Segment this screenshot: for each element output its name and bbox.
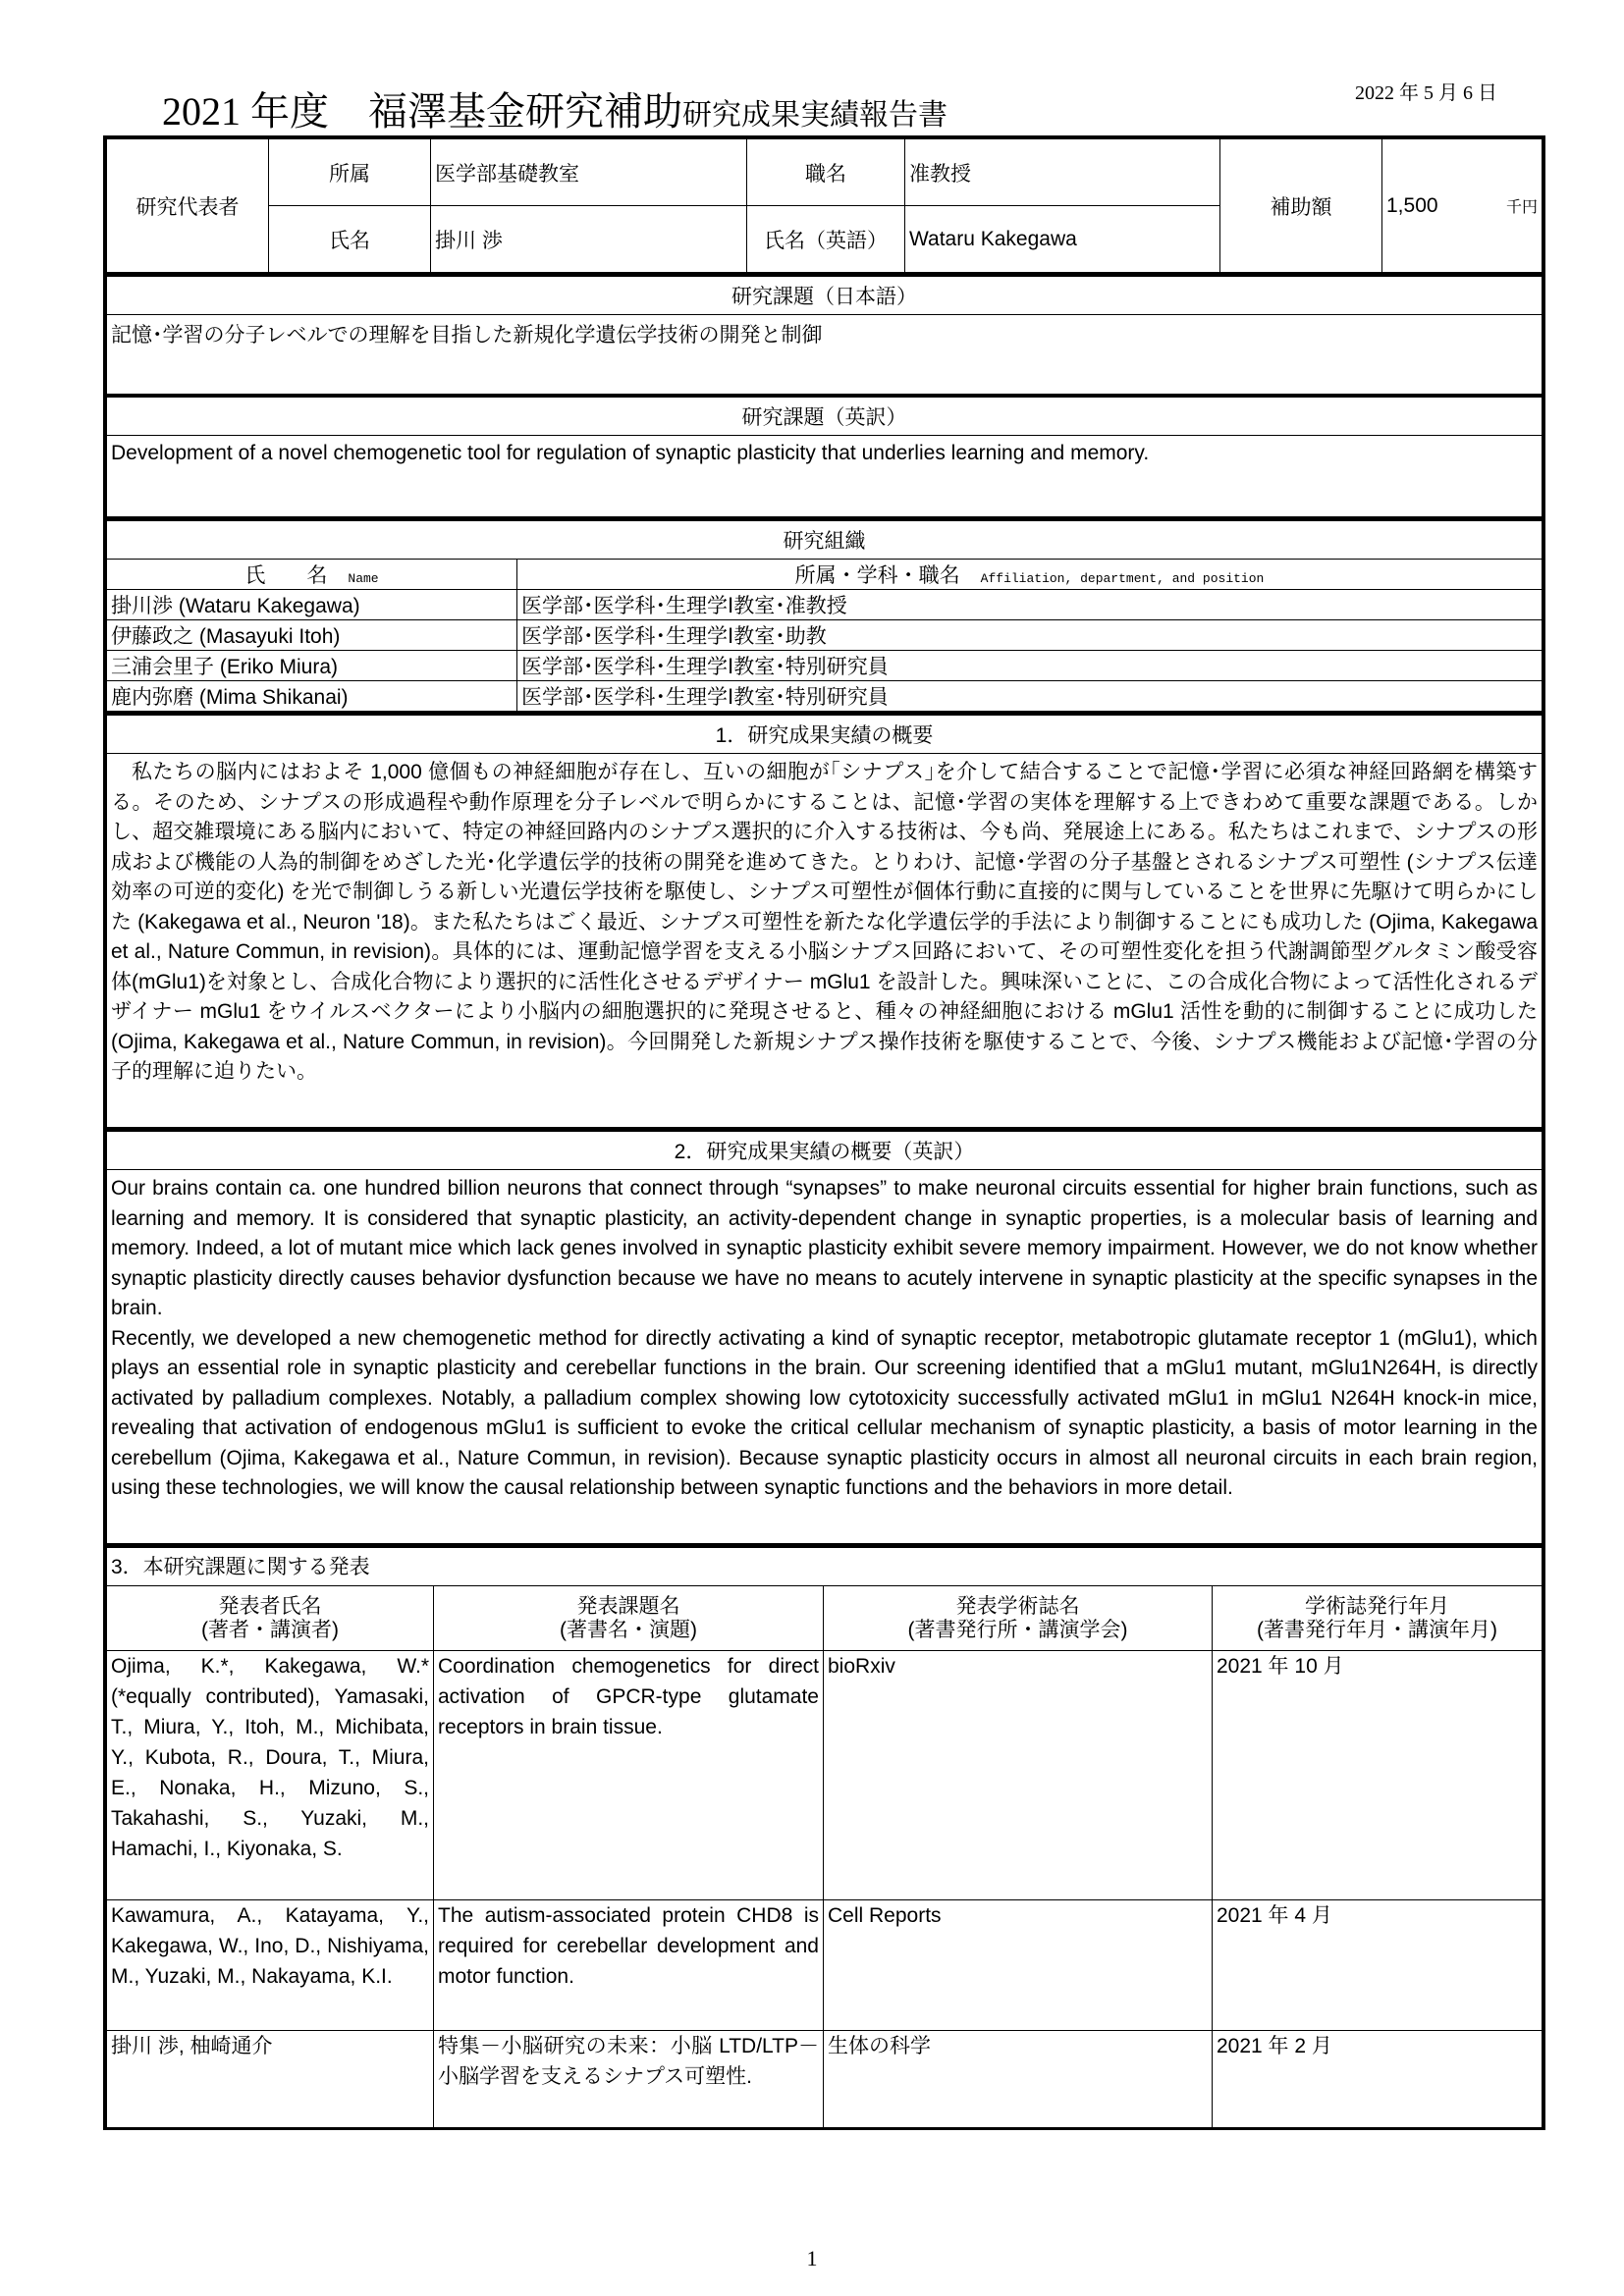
pub-date: 2021 年 2 月 (1213, 2031, 1543, 2129)
header-line: (著書発行年月・講演年月) (1257, 1618, 1497, 1641)
document-title (162, 80, 947, 136)
col-aff-en: Affiliation, department, and position (980, 571, 1265, 586)
position-label: 職名 (747, 139, 905, 206)
pub-authors: Ojima, K.*, Kakegawa, W.* (*equally contributed), Yamasaki, T., Miura, Y., Itoh, M., Michibata, Y., Kubota, R., Doura, T., Miura, E., Nonaka, H., Mizuno, S., Takahashi, S., Yuzaki, M., Hamachi, I., Kiyonaka, S. (107, 1651, 434, 1900)
summary-jp-section (106, 712, 1543, 1128)
col-aff-jp: 所属・学科・職名 (794, 564, 960, 587)
col-journal-header (824, 1586, 1213, 1651)
grant-unit: 千円 (1505, 198, 1538, 216)
report-form (103, 135, 1545, 2130)
member-row (107, 651, 1543, 681)
col-name-jp: 氏 名 (244, 564, 328, 587)
topic-jp-section (106, 273, 1543, 517)
publication-row (107, 1651, 1543, 1900)
grant-amount: 1,500 (1386, 193, 1438, 217)
name-value: 掛川 渉 (431, 206, 747, 273)
grant-value (1382, 139, 1543, 273)
member-affiliation: 医学部･医学科･生理学Ⅰ教室･特別研究員 (517, 681, 1543, 712)
summary-en-heading: 2．研究成果実績の概要（英訳） (107, 1130, 1543, 1170)
page-number: 1 (806, 2246, 818, 2270)
pub-title: 特集－小脳研究の未来：小脳 LTD/LTP－小脳学習を支えるシナプス可塑性. (434, 2031, 824, 2129)
member-name: 鹿内弥磨 (Mima Shikanai) (107, 681, 517, 712)
organization-table (106, 517, 1543, 712)
member-name: 三浦会里子 (Eriko Miura) (107, 651, 517, 681)
title-main: 2021 年度 福澤基金研究補助 (162, 89, 682, 133)
name-en-value: Wataru Kakegawa (905, 206, 1220, 273)
col-title-header (434, 1586, 824, 1651)
pub-authors: 掛川 渉, 柚崎通介 (107, 2031, 434, 2129)
pub-journal: Cell Reports (824, 1900, 1213, 2031)
publications-table (106, 1544, 1543, 2130)
member-affiliation: 医学部･医学科･生理学Ⅰ教室･准教授 (517, 590, 1543, 620)
member-affiliation: 医学部･医学科･生理学Ⅰ教室･特別研究員 (517, 651, 1543, 681)
affiliation-label: 所属 (269, 139, 431, 206)
header-line: (著者・講演者) (201, 1618, 339, 1641)
title-sub: 研究成果実績報告書 (682, 99, 947, 132)
topic-en-heading: 研究課題（英訳） (107, 396, 1543, 436)
header-line: (著書名・演題) (560, 1618, 697, 1641)
col-name-en: Name (348, 571, 379, 586)
position-value: 准教授 (905, 139, 1220, 206)
name-en-label: 氏名（英語） (747, 206, 905, 273)
publication-row (107, 2031, 1543, 2129)
topic-en-text: Development of a novel chemogenetic tool for regulation of synaptic plasticity that underlies learning and memory. (107, 436, 1543, 517)
col-date-header (1213, 1586, 1543, 1651)
member-name: 掛川渉 (Wataru Kakegawa) (107, 590, 517, 620)
col-authors-header (107, 1586, 434, 1651)
col-name-header (107, 560, 517, 590)
publication-row (107, 1900, 1543, 2031)
publications-heading: 3．本研究課題に関する発表 (107, 1546, 1543, 1586)
member-row (107, 620, 1543, 651)
header-line: 発表課題名 (576, 1594, 680, 1618)
report-date: 2022 年 5 月 6 日 (1355, 82, 1497, 104)
pub-journal: 生体の科学 (824, 2031, 1213, 2129)
col-aff-header (517, 560, 1543, 590)
representative-label: 研究代表者 (107, 139, 269, 273)
grant-label: 補助額 (1220, 139, 1382, 273)
representative-table (106, 138, 1543, 273)
topic-jp-heading: 研究課題（日本語） (107, 275, 1543, 315)
summary-en-body (107, 1170, 1543, 1544)
pub-date: 2021 年 4 月 (1213, 1900, 1543, 2031)
member-row (107, 590, 1543, 620)
header-line: 発表学術誌名 (955, 1594, 1080, 1618)
header-line: 発表者氏名 (218, 1594, 322, 1618)
header-line: 学術誌発行年月 (1305, 1594, 1449, 1618)
summary-jp-text: 私たちの脳内にはおよそ 1,000 億個もの神経細胞が存在し、互いの細胞が｢シナプス｣を介して結合することで記憶･学習に必須な神経回路網を構築する。そのため、シナプスの形成過程や動作原理を分子レベルで明らかにすることは、記憶･学習の実体を理解する上できわめて重要な課題である。しかし、超交雑環境にある脳内において、特定の神経回路内のシナプス選択的に介入する技術は、今も尚、発展途上にある。私たちはこれまで、シナプスの形成および機能の人為的制御をめざした光･化学遺伝学的技術の開発を進めてきた。とりわけ、記憶･学習の分子基盤とされるシナプス可塑性 (シナプス伝達効率の可逆的変化) を光で制御しうる新しい光遺伝学技術を駆使し、シナプス可塑性が個体行動に直接的に関与していることを世界に先駆けて明らかにした (Kakegawa et al., Neuron '18)。また私たちはごく最近、シナプス可塑性を新たな化学遺伝学的手法により制御することにも成功した (Ojima, Kakegawa et al., Nature Commun, in revision)。具体的には、運動記憶学習を支える小脳シナプス回路において、その可塑性変化を担う代謝調節型グルタミン酸受容体(mGlu1)を対象とし、合成化合物により選択的に活性化させるデザイナー mGlu1 を設計した。興味深いことに、この合成化合物によって活性化されるデザイナー mGlu1 をウイルスベクターにより小脳内の細胞選択的に発現させると、種々の神経細胞における mGlu1 活性を動的に制御することに成功した (Ojima, Kakegawa et al., Nature Commun, in revision)。今回開発した新規シナプス操作技術を駆使することで、今後、シナプス機能および記憶･学習の分子的理解に迫りたい。 (107, 754, 1543, 1128)
header-line: (著書発行所・講演学会) (907, 1618, 1128, 1641)
pub-title: The autism-associated protein CHD8 is required for cerebellar development and motor function. (434, 1900, 824, 2031)
topic-jp-text: 記憶･学習の分子レベルでの理解を目指した新規化学遺伝学技術の開発と制御 (107, 315, 1543, 397)
summary-en-paragraph: Our brains contain ca. one hundred billion neurons that connect through “synapses” to make neuronal circuits essential for higher brain functions, such as learning and memory. It is considered that synaptic plasticity, an activity-dependent change in synaptic properties, is a molecular basis of learning and memory. Indeed, a lot of mutant mice which lack genes involved in synaptic plasticity exhibit severe memory impairment. However, we do not know whether synaptic plasticity directly causes behavior dysfunction because we have no means to acutely intervene in synaptic plasticity at the specific synapses in the brain. (111, 1177, 1538, 1319)
summary-en-paragraph: Recently, we developed a new chemogenetic method for directly activating a kind of synaptic receptor, metabotropic glutamate receptor 1 (mGlu1), which plays an essential role in synaptic plasticity and cerebellar functions in the brain. Our screening identified that a mGlu1 mutant, mGlu1N264H, is directly activated by palladium complexes. Notably, a palladium complex showing low cytotoxicity successfully activated mGlu1 in mGlu1 N264H knock-in mice, revealing that activation of endogenous mGlu1 is sufficient to evoke the critical cellular mechanism of synaptic plasticity, a basis of motor learning in the cerebellum (Ojima, Kakegawa et al., Nature Commun, in revision). Because synaptic plasticity occurs in almost all neuronal circuits in each brain region, using these technologies, we will know the causal relationship between synaptic functions and the behaviors in more detail. (111, 1326, 1538, 1499)
affiliation-value: 医学部基礎教室 (431, 139, 747, 206)
pub-date: 2021 年 10 月 (1213, 1651, 1543, 1900)
pub-title: Coordination chemogenetics for direct activation of GPCR-type glutamate receptors in brain tissue. (434, 1651, 824, 1900)
name-label: 氏名 (269, 206, 431, 273)
member-row (107, 681, 1543, 712)
pub-journal: bioRxiv (824, 1651, 1213, 1900)
member-name: 伊藤政之 (Masayuki Itoh) (107, 620, 517, 651)
organization-heading: 研究組織 (107, 519, 1543, 560)
summary-en-section (106, 1128, 1543, 1544)
summary-jp-heading: 1．研究成果実績の概要 (107, 714, 1543, 754)
pub-authors: Kawamura, A., Katayama, Y., Kakegawa, W., Ino, D., Nishiyama, M., Yuzaki, M., Nakayama, K.I. (107, 1900, 434, 2031)
member-affiliation: 医学部･医学科･生理学Ⅰ教室･助教 (517, 620, 1543, 651)
